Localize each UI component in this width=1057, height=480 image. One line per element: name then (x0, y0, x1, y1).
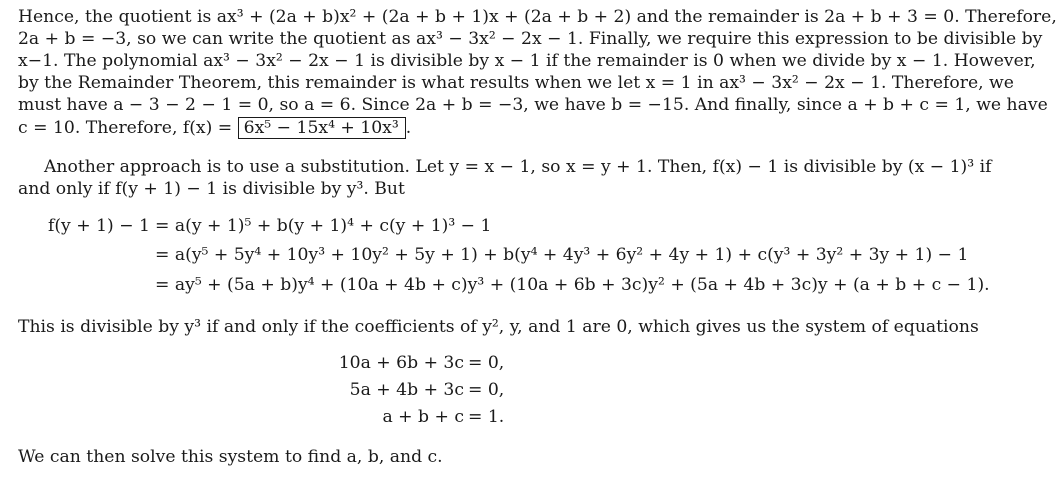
paragraph4: We can then solve this system to find a, b, and c. (18, 447, 443, 467)
paragraph1-line-2: 2a + b = −3, so we can write the quotient as ax³ − 3x² − 2x − 1. Finally, we require this expression to be divisible by (18, 29, 1043, 49)
system-eq1-rhs: = 0, (468, 353, 505, 373)
derivation-step-3: = ay⁵ + (5a + b)y⁴ + (10a + 4b + c)y³ + (10a + 6b + 3c)y² + (5a + 4b + 3c)y + (a + b + c − 1). (155, 275, 990, 295)
system-eq2-rhs: = 0, (468, 380, 505, 400)
system-eq2-lhs: 5a + 4b + 3c (349, 380, 464, 400)
paragraph3: This is divisible by y³ if and only if the coefficients of y², y, and 1 are 0, which gives us the system of equations (18, 317, 979, 337)
paragraph2-line-2: and only if f(y + 1) − 1 is divisible by y³. But (18, 179, 405, 199)
system-eq3-rhs: = 1. (468, 407, 505, 427)
derivation-step-2: = a(y⁵ + 5y⁴ + 10y³ + 10y² + 5y + 1) + b(y⁴ + 4y³ + 6y² + 4y + 1) + c(y³ + 3y² + 3y + 1) − 1 (155, 245, 969, 265)
final-answer-box: 6x⁵ − 15x⁴ + 10x³ (238, 117, 406, 139)
final-answer-period: . (405, 118, 412, 138)
paragraph1-line-1: Hence, the quotient is ax³ + (2a + b)x² + (2a + b + 1)x + (2a + b + 2) and the remainder is 2a + b + 3 = 0. Therefore, (18, 7, 1057, 27)
paragraph1-line-6 (18, 117, 411, 139)
paragraph1-line-5: must have a − 3 − 2 − 1 = 0, so a = 6. Since 2a + b = −3, we have b = −15. And finally, since a + b + c = 1, we have (18, 95, 1048, 115)
system-eq1-lhs: 10a + 6b + 3c (338, 353, 464, 373)
paragraph1-line-3: x−1. The polynomial ax³ − 3x² − 2x − 1 is divisible by x − 1 if the remainder is 0 when we divide by x − 1. However, (18, 51, 1036, 71)
paragraph2-line-1: Another approach is to use a substitution. Let y = x − 1, so x = y + 1. Then, f(x) − 1 is divisible by (x − 1)³ if (44, 157, 992, 177)
system-eq3-lhs: a + b + c (382, 407, 464, 427)
derivation-step-1: = a(y + 1)⁵ + b(y + 1)⁴ + c(y + 1)³ − 1 (155, 216, 492, 236)
final-answer-prefix: c = 10. Therefore, f(x) = (18, 118, 233, 138)
derivation-lhs: f(y + 1) − 1 (47, 216, 150, 236)
paragraph1-line-4: by the Remainder Theorem, this remainder is what results when we let x = 1 in ax³ − 3x² − 2x − 1. Therefore, we (18, 73, 1014, 93)
